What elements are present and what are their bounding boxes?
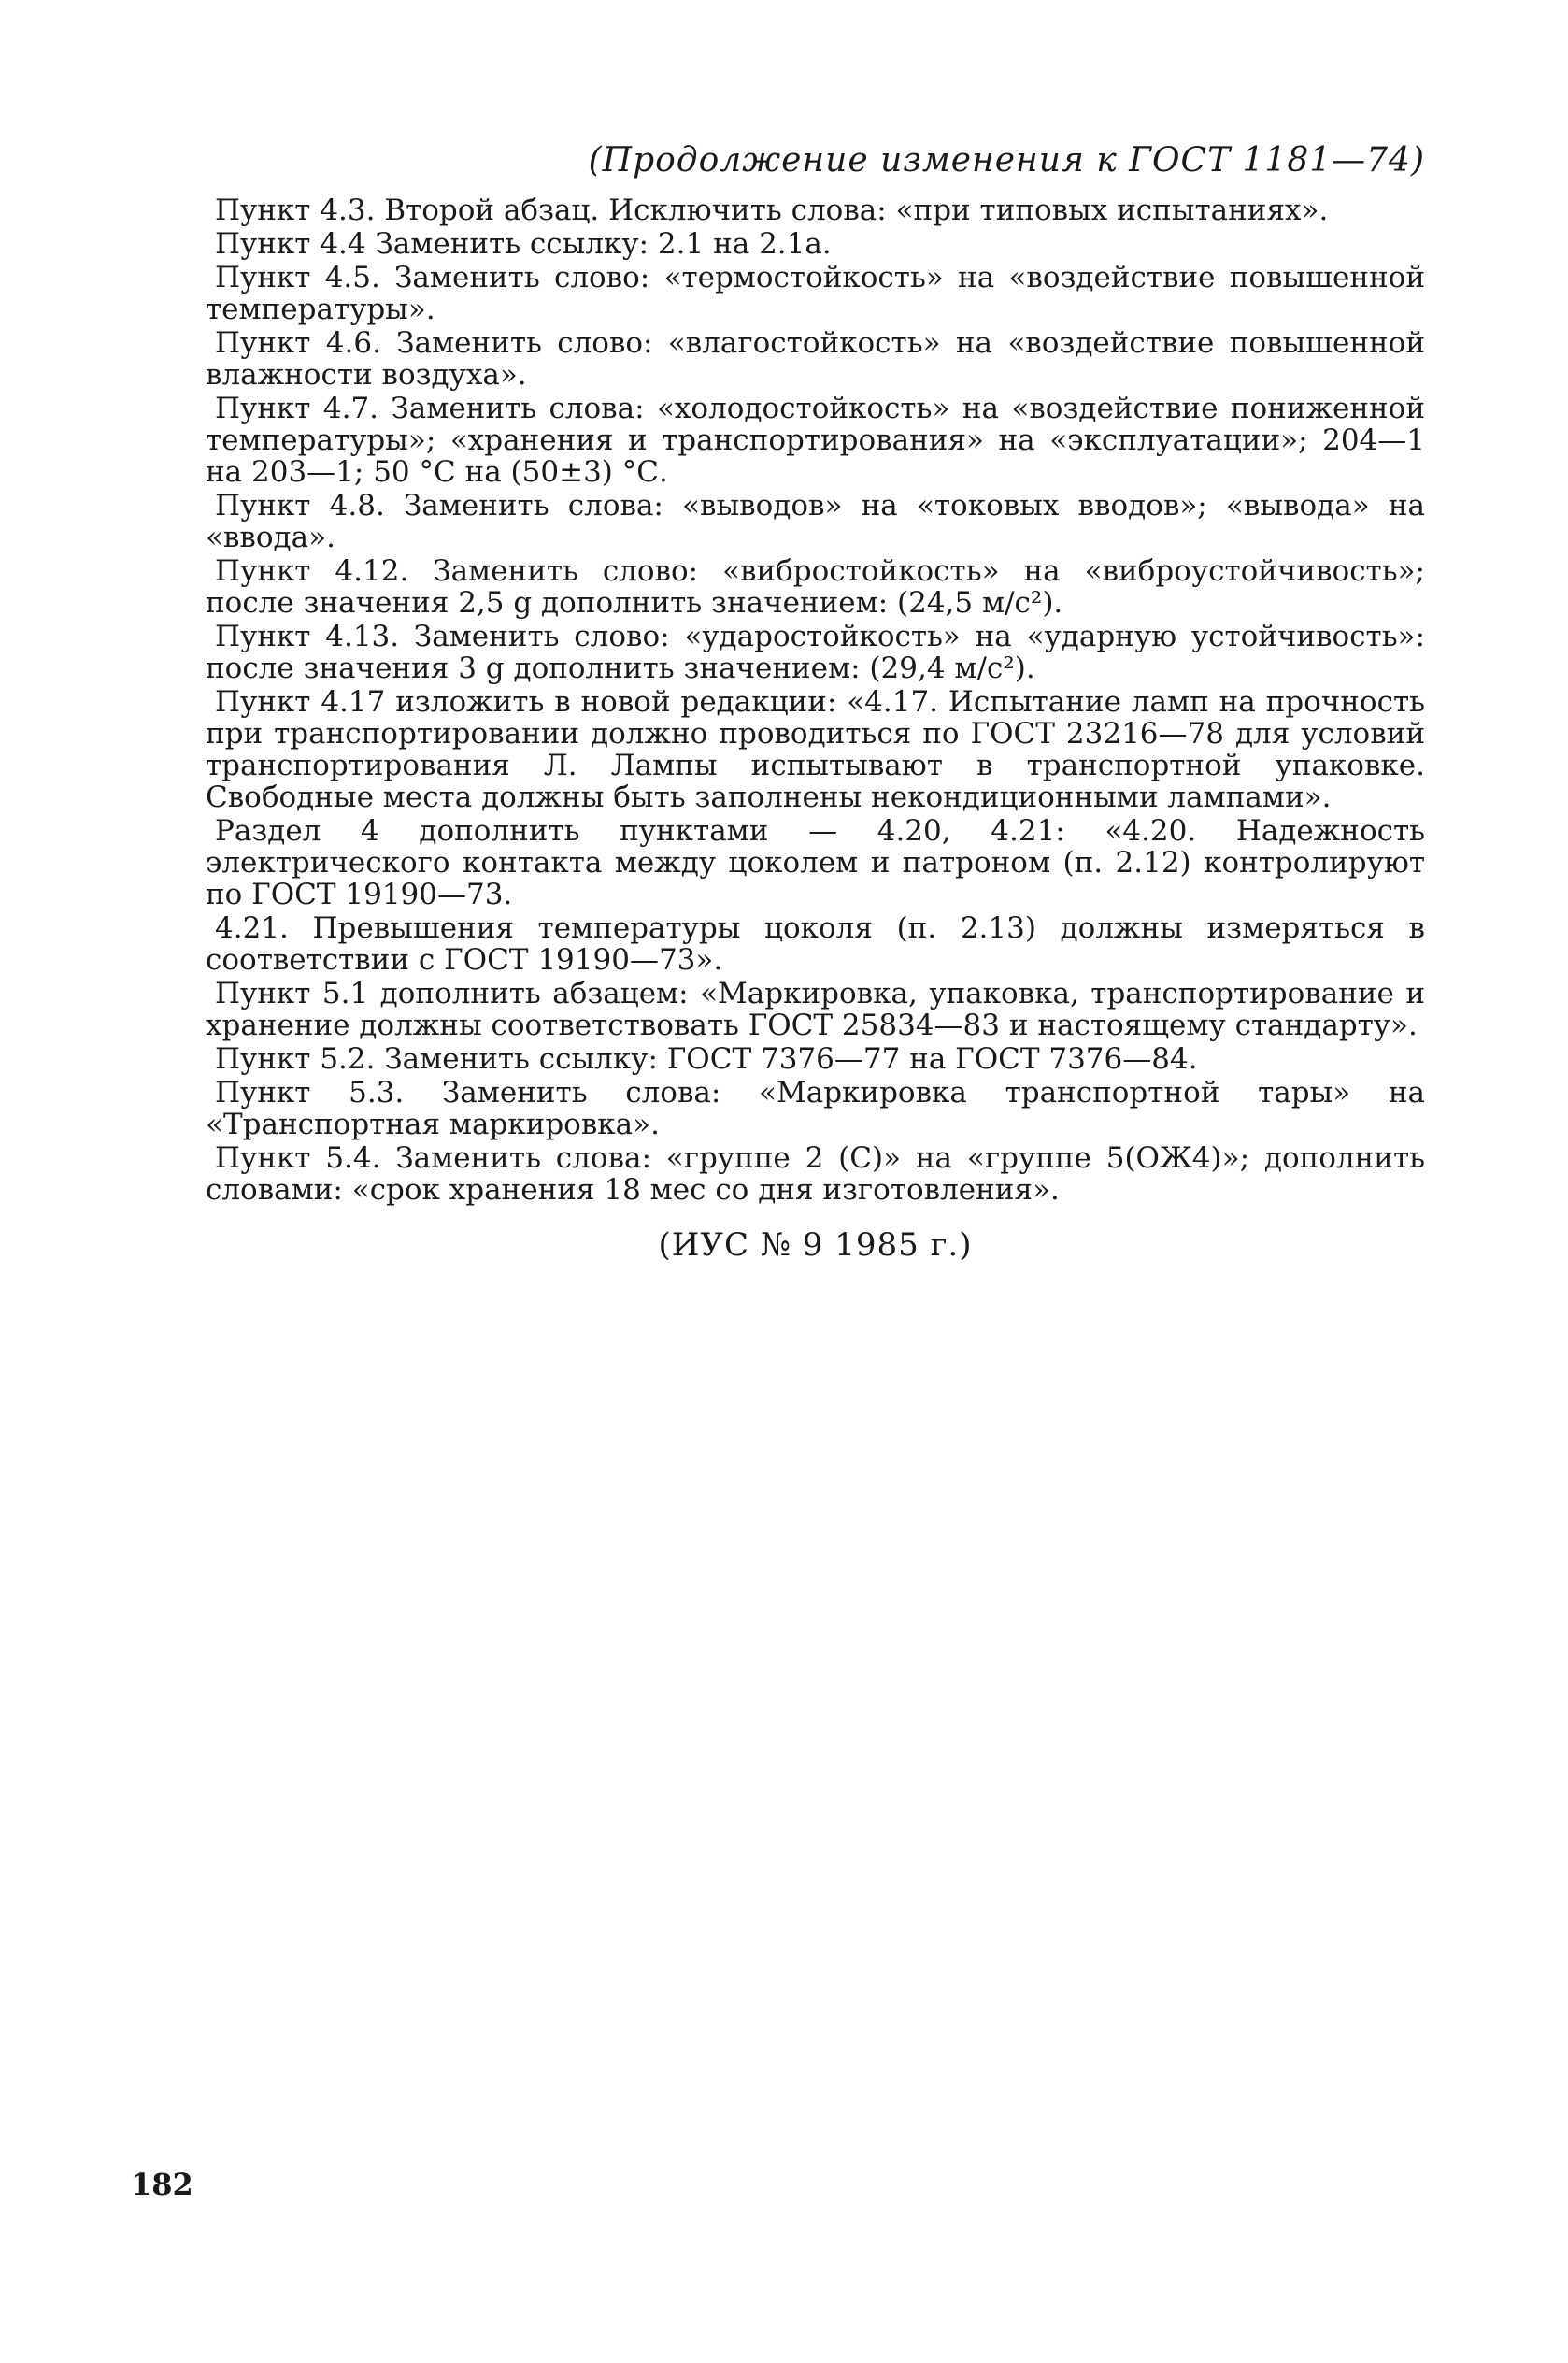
paragraph-4-5: Пункт 4.5. Заменить слово: «термостойкость» на «воздействие повышенной температуры». [206,261,1425,326]
paragraph-4-12: Пункт 4.12. Заменить слово: «вибростойкость» на «виброустойчивость»; после значения 2,5 g дополнить значением: (24,5 м/с²). [206,554,1425,620]
paragraph-4-13: Пункт 4.13. Заменить слово: «ударостойкость» на «ударную устойчивость»: после значения 3 g дополнить значением: (29,4 м/с²). [206,620,1425,685]
paragraph-5-3: Пункт 5.3. Заменить слова: «Маркировка транспортной тары» на «Транспортная маркировка». [206,1076,1425,1141]
paragraph-section-4: Раздел 4 дополнить пунктами — 4.20, 4.21: «4.20. Надежность электрического контакта между цоколем и патроном (п. 2.12) контролируют по ГОСТ 19190—73. [206,814,1425,911]
paragraph-4-7: Пункт 4.7. Заменить слова: «холодостойкость» на «воздействие пониженной температуры»; «хранения и транспортирования» на «эксплуатации»; 204—1 на 203—1; 50 °С на (50±3) °С. [206,392,1425,489]
paragraph-5-4: Пункт 5.4. Заменить слова: «группе 2 (С)» на «группе 5(ОЖ4)»; дополнить словами: «срок хранения 18 мес со дня изготовления». [206,1141,1425,1207]
page-number: 182 [131,2167,193,2202]
paragraph-4-17: Пункт 4.17 изложить в новой редакции: «4.17. Испытание ламп на прочность при транспортировании должно проводиться по ГОСТ 23216—78 для условий транспортирования Л. Лампы испытывают в транспортной упаковке. Свободные места должны быть заполнены некондиционными лампами». [206,685,1425,814]
paragraph-4-3: Пункт 4.3. Второй абзац. Исключить слова: «при типовых испытаниях». [215,193,1329,227]
publication-reference: (ИУС № 9 1985 г.) [658,1226,973,1264]
paragraph-5-1: Пункт 5.1 дополнить абзацем: «Маркировка, упаковка, транспортирование и хранение должны соответствовать ГОСТ 25834—83 и настоящему стандарту». [206,977,1425,1042]
paragraph-4-4: Пункт 4.4 Заменить ссылку: 2.1 на 2.1а. [215,227,832,261]
running-title: (Продолжение изменения к ГОСТ 1181—74) [588,141,1425,179]
paragraph-5-2: Пункт 5.2. Заменить ссылку: ГОСТ 7376—77 на ГОСТ 7376—84. [215,1042,1198,1076]
paragraph-4-8: Пункт 4.8. Заменить слова: «выводов» на «токовых вводов»; «вывода» на «ввода». [206,489,1425,554]
amendment-text [206,194,1425,1208]
paragraph-4-21: 4.21. Превышения температуры цоколя (п. 2.13) должны измеряться в соответствии с ГОСТ 19190—73». [206,911,1425,977]
paragraph-4-6: Пункт 4.6. Заменить слово: «влагостойкость» на «воздействие повышенной влажности воздуха». [206,326,1425,392]
